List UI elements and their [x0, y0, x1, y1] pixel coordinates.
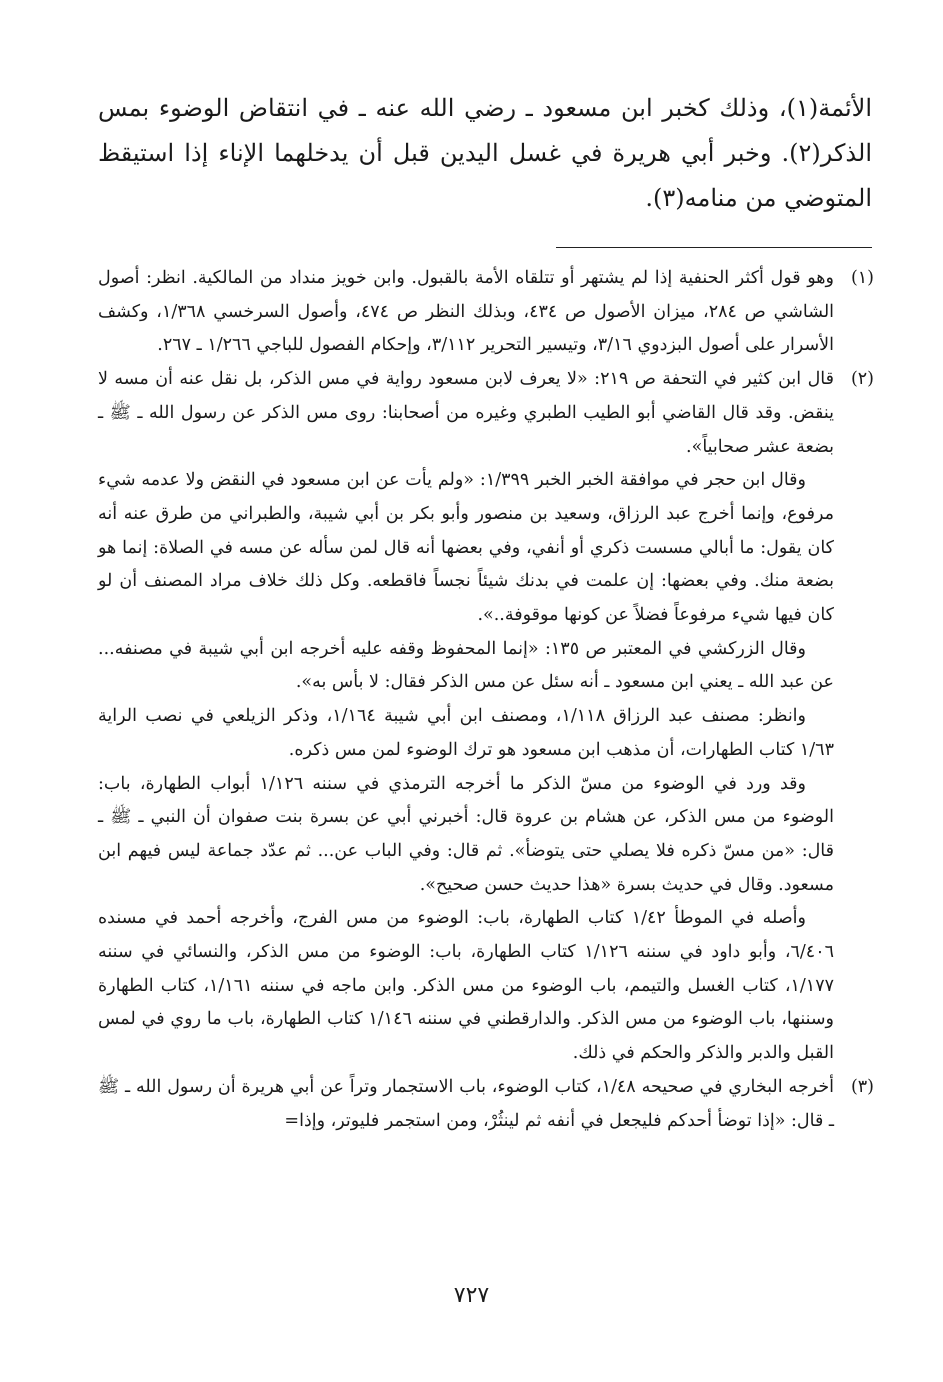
footnote-paragraph: وانظر: مصنف عبد الرزاق ١/١١٨، ومصنف ابن أبي شيبة ١/١٦٤، وذكر الزيلعي في نصب الراية ١/٦٣ كتاب الطهارات، أن مذهب ابن مسعود هو ترك الوضوء لمن مس ذكره. — [98, 706, 834, 760]
footnote-number: (٢) — [850, 369, 874, 390]
footnote-2 — [98, 363, 874, 1071]
footnote-1 — [98, 262, 874, 363]
footnote-3 — [98, 1071, 874, 1138]
footnote-paragraph: وقال ابن حجر في موافقة الخبر الخبر ١/٣٩٩: «ولم يأت عن ابن مسعود في النقض ولا عدمه شيء مرفوع، وإنما أخرج عبد الرزاق، وسعيد بن منصور وأبو بكر بن أبي شيبة، والطبراني من طرق عنه أنه كان يقول: ما أبالي مسست ذكري أو أنفي، وفي بعضها أنه قال لمن سأله عن مسه في الصلاة: إنما هو بضعة منك. وفي بعضها: إن علمت في بدنك شيئاً نجساً فاقطعه. وكل ذلك خلاف مراد المصنف أن لو كان فيها شيء مرفوعاً فضلاً عن كونها موقوفة..». — [98, 470, 834, 626]
footnote-body — [98, 1071, 834, 1138]
footnote-paragraph: قال ابن كثير في التحفة ص ٢١٩: «لا يعرف لابن مسعود رواية في مس الذكر، بل نقل عنه أن مسه لا ينقض. وقد قال القاضي أبو الطيب الطبري وغيره من أصحابنا: روى مس الذكر عن رسول الله ـ ﷺ ـ بضعة عشر صحابياً». — [98, 369, 834, 457]
footnote-body — [98, 363, 834, 1071]
page-number: ٧٢٧ — [453, 1283, 490, 1308]
footnote-paragraph: أخرجه البخاري في صحيحه ١/٤٨، كتاب الوضوء، باب الاستجمار وتراً عن أبي هريرة أن رسول الله ـ ﷺ ـ قال: «إذا توضأ أحدكم فليجعل في أنفه ثم لينثُرْ، ومن استجمر فليوتر، وإذا= — [98, 1076, 835, 1131]
footnote-paragraph: وهو قول أكثر الحنفية إذا لم يشتهر أو تتلقاه الأمة بالقبول. وابن خويز منداد من المالكية. انظر: أصول الشاشي ص ٢٨٤، ميزان الأصول ص ٤٣٤، وبذلك النظر ص ٤٧٤، وأصول السرخسي ١/٣٦٨، وكشف الأسرار على أصول البزدوي ٣/١٦، وتيسير التحرير ٣/١١٢، وإحكام الفصول للباجي ١/٢٦٦ ـ ٢٦٧. — [98, 268, 835, 356]
footnote-number: (١) — [850, 268, 874, 288]
footnote-number: (٣) — [850, 1076, 874, 1097]
footnotes — [98, 262, 874, 1138]
footnote-paragraph: وقد ورد في الوضوء من مسّ الذكر ما أخرجه الترمذي في سننه ١/١٢٦ أبواب الطهارة، باب: الوضوء من مس الذكر، عن هشام بن عروة قال: أخبرني أبي عن بسرة بنت صفوان أن النبي ـ ﷺ ـ قال: «من مسّ ذكره فلا يصلي حتى يتوضأ». ثم قال: وفي الباب عن... ثم عدّد جماعة ليس فيهم ابن مسعود. وقال في حديث بسرة «هذا حديث حسن صحيح». — [98, 773, 834, 895]
main-paragraph: الأئمة(١)، وذلك كخبر ابن مسعود ـ رضي الله عنه ـ في انتقاض الوضوء بمس الذكر(٢). وخبر أبي هريرة في غسل اليدين قبل أن يدخلهما الإناء إذا استيقظ المتوضي من منامه(٣). — [98, 94, 873, 212]
footnote-body — [98, 262, 834, 363]
footnote-paragraph: وأصله في الموطأ ١/٤٢ كتاب الطهارة، باب: الوضوء من مس الفرج، وأخرجه أحمد في مسنده ٦/٤٠٦، وأبو داود في سننه ١/١٢٦ كتاب الطهارة، باب: الوضوء من مس الذكر، والنسائي في سننه ١/١٧٧، كتاب الغسل والتيمم، باب الوضوء من مس الذكر. وابن ماجه في سننه ١/١٦١، كتاب الطهارة وسننها، باب الوضوء من مس الذكر. والدارقطني في سننه ١/١٤٦ كتاب الطهارة، باب ما روي في لمس القبل والدبر والذكر والحكم في ذلك. — [98, 908, 834, 1064]
footnote-separator — [556, 247, 872, 248]
main-text — [98, 86, 872, 221]
footnote-paragraph: وقال الزركشي في المعتبر ص ١٣٥: «إنما المحفوظ وقفه عليه أخرجه ابن أبي شيبة في مصنفه... عن عبد الله ـ يعني ابن مسعود ـ أنه سئل عن مس الذكر فقال: لا بأس به». — [98, 638, 834, 693]
